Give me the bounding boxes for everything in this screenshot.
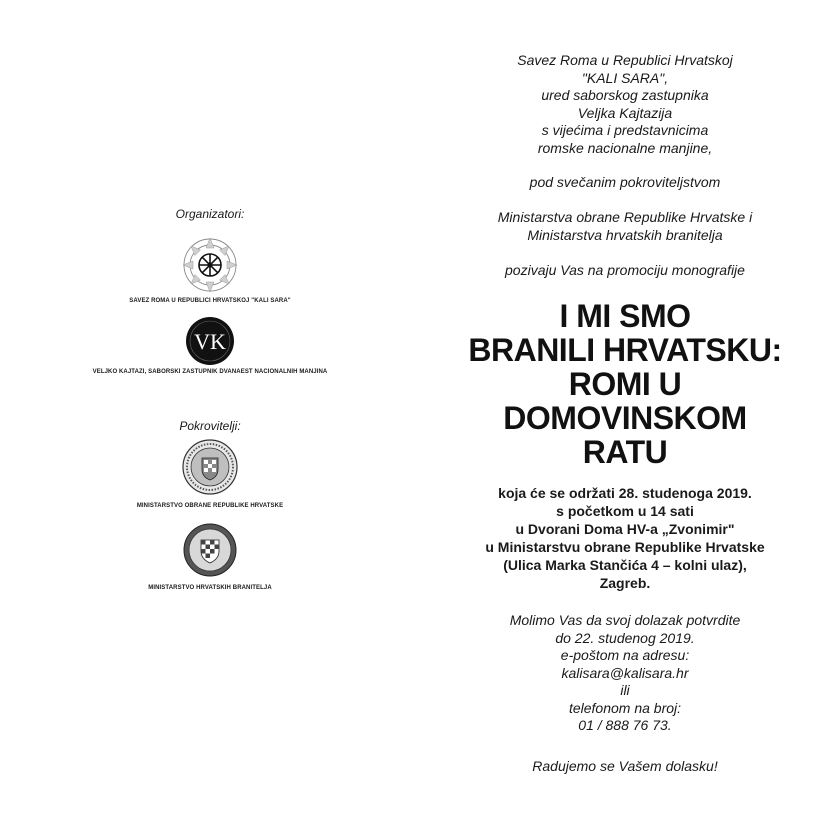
wheel-star-icon: [181, 236, 239, 294]
vk-logo: [70, 316, 350, 366]
ministry-line: Ministarstva hrvatskih branitelja: [527, 226, 723, 243]
details-line: u Ministarstvu obrane Republike Hrvatske: [485, 539, 765, 555]
rsvp-line: ili: [620, 682, 630, 698]
intro-line: s vijećima i predstavnicima: [541, 122, 709, 138]
vk-monogram-icon: [185, 316, 235, 366]
rsvp-line: telefonom na broj:: [568, 699, 682, 716]
title-line: ROMI U: [568, 366, 682, 402]
rsvp-line: Molimo Vas da svoj dolazak potvrdite: [509, 612, 741, 628]
event-details: [455, 484, 795, 592]
patronage-text: pod svečanim pokroviteljstvom: [529, 174, 721, 190]
intro-line: "KALI SARA",: [581, 69, 669, 86]
closing-text: Radujemo se Vašem dolasku!: [532, 758, 718, 774]
org1-label: SAVEZ ROMA U REPUBLICI HRVATSKOJ "KALI SARA": [129, 298, 291, 304]
details-line: (Ulica Marka Stančića 4 – kolni ulaz),: [503, 557, 747, 573]
morh-seal: [70, 438, 350, 496]
sponsor1-label: MINISTARSTVO OBRANE REPUBLIKE HRVATSKE: [136, 503, 284, 509]
details-line: s početkom u 14 sati: [556, 503, 694, 519]
invite-text: pozivaju Vas na promociju monografije: [505, 262, 745, 278]
veterans-ministry-seal-icon: [182, 522, 238, 578]
intro-line: ured saborskog zastupnika: [541, 87, 709, 103]
title-line: BRANILI HRVATSKU:: [468, 332, 782, 368]
ministry-line: Ministarstva obrane Republike Hrvatske i: [497, 209, 753, 225]
vk-logo-letters: VK: [194, 329, 226, 354]
details-line: u Dvorani Doma HV-a „Zvonimir": [515, 521, 735, 537]
rsvp-email[interactable]: kalisara@kalisara.hr: [561, 664, 689, 681]
title-line: DOMOVINSKOM: [503, 400, 747, 436]
intro-line: Savez Roma u Republici Hrvatskoj: [517, 52, 733, 68]
title-line: RATU: [582, 434, 668, 470]
sponsors-heading: Pokrovitelji:: [179, 419, 241, 433]
sponsor2-label: MINISTARSTVO HRVATSKIH BRANITELJA: [148, 585, 272, 591]
organizers-heading: Organizatori:: [175, 207, 245, 221]
kali-sara-logo: [70, 236, 350, 294]
veterans-seal: [70, 522, 350, 578]
rsvp-line: do 22. studenog 2019.: [555, 629, 695, 646]
intro-line: Veljka Kajtazija: [577, 104, 673, 121]
rsvp-line: e-poštom na adresu:: [560, 647, 690, 663]
title-line: I MI SMO: [559, 298, 691, 334]
intro-line: romske nacionalne manjine,: [537, 139, 713, 156]
details-line: Zagreb.: [599, 575, 651, 591]
details-line: koja će se održati 28. studenoga 2019.: [498, 485, 752, 501]
defense-ministry-seal-icon: [181, 438, 239, 496]
intro-block: [455, 52, 795, 157]
monograph-title: [455, 299, 795, 469]
ministries-block: [455, 209, 795, 244]
rsvp-block: [455, 612, 795, 735]
org2-label: VELJKO KAJTAZI, SABORSKI ZASTUPNIK DVANAEST NACIONALNIH MANJINA: [92, 369, 328, 375]
rsvp-phone[interactable]: 01 / 888 76 73.: [578, 717, 672, 733]
